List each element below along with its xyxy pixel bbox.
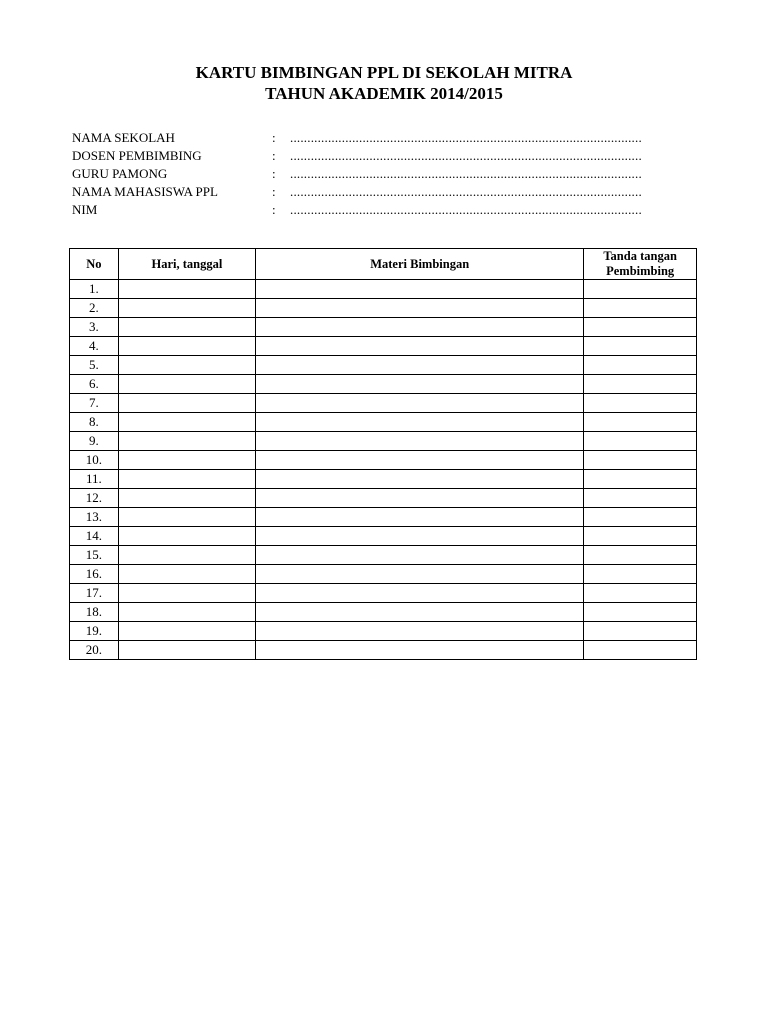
table-row [70, 413, 697, 432]
cell-tanda-tangan[interactable] [584, 337, 697, 356]
row-number: 19. [70, 622, 119, 641]
identity-fields [72, 129, 686, 219]
cell-tanda-tangan[interactable] [584, 413, 697, 432]
table-row [70, 470, 697, 489]
cell-materi-bimbingan[interactable] [256, 470, 584, 489]
table-row [70, 489, 697, 508]
header-hari-tanggal: Hari, tanggal [118, 249, 255, 280]
document-subtitle: TAHUN AKADEMIK 2014/2015 [265, 84, 503, 103]
info-label: NIM [72, 202, 98, 217]
row-number: 5. [70, 356, 119, 375]
cell-tanda-tangan[interactable] [584, 432, 697, 451]
cell-materi-bimbingan[interactable] [256, 337, 584, 356]
header-no: No [70, 249, 119, 280]
table-row [70, 527, 697, 546]
cell-hari-tanggal[interactable] [118, 451, 255, 470]
cell-materi-bimbingan[interactable] [256, 622, 584, 641]
cell-tanda-tangan[interactable] [584, 622, 697, 641]
cell-hari-tanggal[interactable] [118, 489, 255, 508]
row-number: 4. [70, 337, 119, 356]
table-body [70, 280, 697, 660]
cell-tanda-tangan[interactable] [584, 489, 697, 508]
row-number: 1. [70, 280, 119, 299]
info-row-dosen-pembimbing [72, 147, 686, 165]
cell-hari-tanggal[interactable] [118, 641, 255, 660]
cell-materi-bimbingan[interactable] [256, 527, 584, 546]
table-row [70, 318, 697, 337]
cell-hari-tanggal[interactable] [118, 508, 255, 527]
table-row [70, 394, 697, 413]
cell-materi-bimbingan[interactable] [256, 546, 584, 565]
info-row-guru-pamong [72, 165, 686, 183]
cell-hari-tanggal[interactable] [118, 337, 255, 356]
cell-tanda-tangan[interactable] [584, 584, 697, 603]
cell-materi-bimbingan[interactable] [256, 641, 584, 660]
info-fill-line[interactable]: ...................................................................................................... [290, 202, 642, 217]
cell-materi-bimbingan[interactable] [256, 584, 584, 603]
cell-hari-tanggal[interactable] [118, 432, 255, 451]
cell-materi-bimbingan[interactable] [256, 451, 584, 470]
info-label: NAMA SEKOLAH [72, 130, 175, 145]
info-colon: : [272, 148, 276, 163]
cell-materi-bimbingan[interactable] [256, 280, 584, 299]
table-row [70, 565, 697, 584]
row-number: 12. [70, 489, 119, 508]
table-row [70, 641, 697, 660]
info-label: DOSEN PEMBIMBING [72, 148, 202, 163]
cell-tanda-tangan[interactable] [584, 470, 697, 489]
cell-tanda-tangan[interactable] [584, 299, 697, 318]
cell-hari-tanggal[interactable] [118, 375, 255, 394]
row-number: 20. [70, 641, 119, 660]
cell-hari-tanggal[interactable] [118, 413, 255, 432]
row-number: 16. [70, 565, 119, 584]
table-row [70, 603, 697, 622]
cell-tanda-tangan[interactable] [584, 546, 697, 565]
table-row [70, 356, 697, 375]
info-row-nama-sekolah [72, 129, 686, 147]
cell-materi-bimbingan[interactable] [256, 356, 584, 375]
table-row [70, 299, 697, 318]
row-number: 2. [70, 299, 119, 318]
info-fill-line[interactable]: ...................................................................................................... [290, 166, 642, 181]
table-row [70, 451, 697, 470]
cell-hari-tanggal[interactable] [118, 280, 255, 299]
cell-hari-tanggal[interactable] [118, 546, 255, 565]
cell-tanda-tangan[interactable] [584, 641, 697, 660]
row-number: 15. [70, 546, 119, 565]
table-header-row [70, 249, 697, 280]
header-materi-bimbingan: Materi Bimbingan [256, 249, 584, 280]
row-number: 14. [70, 527, 119, 546]
row-number: 7. [70, 394, 119, 413]
cell-tanda-tangan[interactable] [584, 527, 697, 546]
cell-tanda-tangan[interactable] [584, 375, 697, 394]
cell-hari-tanggal[interactable] [118, 394, 255, 413]
info-colon: : [272, 202, 276, 217]
table-row [70, 508, 697, 527]
cell-hari-tanggal[interactable] [118, 299, 255, 318]
info-fill-line[interactable]: ...................................................................................................... [290, 130, 642, 145]
info-label: NAMA MAHASISWA PPL [72, 184, 218, 199]
row-number: 17. [70, 584, 119, 603]
header-tanda-tangan: Tanda tangan Pembimbing [584, 249, 697, 280]
guidance-table [69, 248, 697, 660]
row-number: 10. [70, 451, 119, 470]
cell-materi-bimbingan[interactable] [256, 318, 584, 337]
table-row [70, 622, 697, 641]
info-colon: : [272, 166, 276, 181]
info-fill-line[interactable]: ...................................................................................................... [290, 184, 642, 199]
row-number: 11. [70, 470, 119, 489]
cell-hari-tanggal[interactable] [118, 470, 255, 489]
row-number: 6. [70, 375, 119, 394]
table-row [70, 432, 697, 451]
row-number: 9. [70, 432, 119, 451]
table-row [70, 546, 697, 565]
table-row [70, 280, 697, 299]
row-number: 13. [70, 508, 119, 527]
info-label: GURU PAMONG [72, 166, 168, 181]
cell-hari-tanggal[interactable] [118, 622, 255, 641]
table-row [70, 375, 697, 394]
cell-tanda-tangan[interactable] [584, 603, 697, 622]
cell-materi-bimbingan[interactable] [256, 375, 584, 394]
row-number: 8. [70, 413, 119, 432]
cell-materi-bimbingan[interactable] [256, 489, 584, 508]
cell-materi-bimbingan[interactable] [256, 394, 584, 413]
cell-hari-tanggal[interactable] [118, 318, 255, 337]
cell-materi-bimbingan[interactable] [256, 432, 584, 451]
cell-tanda-tangan[interactable] [584, 356, 697, 375]
cell-tanda-tangan[interactable] [584, 508, 697, 527]
cell-materi-bimbingan[interactable] [256, 508, 584, 527]
info-colon: : [272, 130, 276, 145]
cell-materi-bimbingan[interactable] [256, 413, 584, 432]
table-row [70, 337, 697, 356]
document-title: KARTU BIMBINGAN PPL DI SEKOLAH MITRA [195, 63, 573, 82]
cell-tanda-tangan[interactable] [584, 318, 697, 337]
cell-hari-tanggal[interactable] [118, 584, 255, 603]
cell-tanda-tangan[interactable] [584, 280, 697, 299]
row-number: 3. [70, 318, 119, 337]
cell-tanda-tangan[interactable] [584, 565, 697, 584]
info-colon: : [272, 184, 276, 199]
cell-hari-tanggal[interactable] [118, 527, 255, 546]
cell-hari-tanggal[interactable] [118, 356, 255, 375]
table-row [70, 584, 697, 603]
cell-materi-bimbingan[interactable] [256, 565, 584, 584]
cell-hari-tanggal[interactable] [118, 603, 255, 622]
cell-tanda-tangan[interactable] [584, 394, 697, 413]
cell-hari-tanggal[interactable] [118, 565, 255, 584]
row-number: 18. [70, 603, 119, 622]
info-row-nim [72, 201, 686, 219]
cell-materi-bimbingan[interactable] [256, 299, 584, 318]
info-row-nama-mahasiswa [72, 183, 686, 201]
cell-tanda-tangan[interactable] [584, 451, 697, 470]
cell-materi-bimbingan[interactable] [256, 603, 584, 622]
info-fill-line[interactable]: ...................................................................................................... [290, 148, 642, 163]
